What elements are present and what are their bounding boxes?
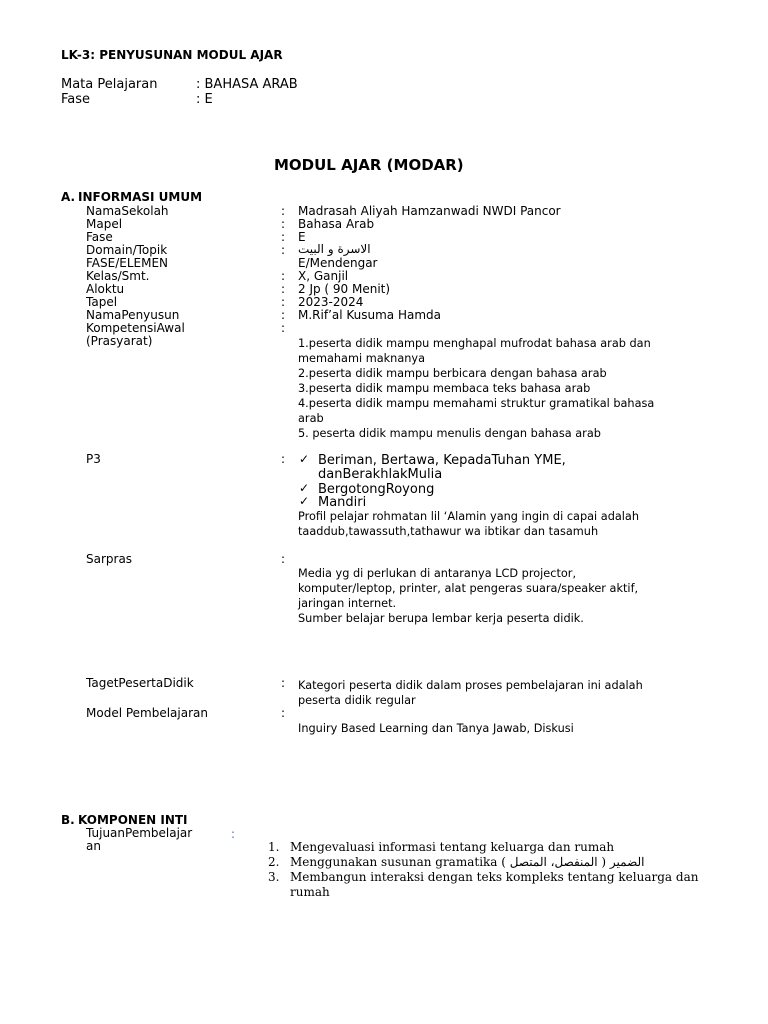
info-value-aloktu: 2 Jp ( 90 Menit) (298, 282, 391, 296)
sarpras-line: Sumber belajar berupa lembar kerja peserta didik. (298, 612, 584, 625)
tujuan-item: Membangun interaksi dengan teks kompleks tentang keluarga dan (290, 870, 699, 884)
info-value-tapel: 2023-2024 (298, 295, 364, 309)
prasyarat-line: 4.peserta didik mampu memahami struktur gramatikal bahasa (298, 397, 655, 410)
target-line: Kategori peserta didik dalam proses pembelajaran ini adalah (298, 679, 643, 692)
check-icon: ✓ (299, 494, 310, 508)
section-b-letter: B. (61, 813, 75, 827)
section-a-heading: INFORMASI UMUM (78, 190, 203, 204)
prasyarat-line: arab (298, 412, 324, 425)
prasyarat-line: 2.peserta didik mampu berbicara dengan bahasa arab (298, 367, 607, 380)
info-value-nama-penyusun: M.Rif’al Kusuma Hamda (298, 308, 442, 322)
info-label-domain: Domain/Topik (86, 243, 168, 257)
info-value-mapel: Bahasa Arab (298, 217, 375, 231)
info-colon: : (281, 217, 286, 231)
info-label-tapel: Tapel (86, 295, 118, 309)
tujuan-colon: : (231, 827, 236, 841)
sarpras-line: komputer/leptop, printer, alat pengeras suara/speaker aktif, (298, 582, 639, 595)
info-colon: : (281, 321, 286, 335)
tujuan-number: 1. (268, 840, 280, 854)
info-value-fase-elemen: E/Mendengar (298, 256, 378, 270)
lk-title: LK-3: PENYUSUNAN MODUL AJAR (61, 48, 283, 62)
p3-item-continuation: danBerakhlakMulia (318, 467, 443, 482)
info-colon: : (281, 204, 286, 218)
info-label-nama-sekolah: NamaSekolah (86, 204, 169, 218)
info-value-fase: E (298, 230, 306, 244)
prasyarat-line: memahami maknanya (298, 352, 426, 365)
info-label-aloktu: Aloktu (86, 282, 125, 296)
info-colon: : (281, 308, 286, 322)
section-a-letter: A. (61, 190, 76, 204)
profile-line: taaddub,tawassuth,tathawur wa ibtikar dan tasamuh (298, 525, 599, 538)
info-colon: : (281, 230, 286, 244)
tujuan-label: TujuanPembelajar (86, 826, 193, 840)
info-colon: : (281, 295, 286, 309)
mata-pelajaran-value: : BAHASA ARAB (196, 77, 298, 92)
info-value-nama-sekolah: Madrasah Aliyah Hamzanwadi NWDI Pancor (298, 204, 561, 218)
tujuan-label-cont: an (86, 839, 101, 853)
prasyarat-line: 3.peserta didik mampu membaca teks bahasa arab (298, 382, 591, 395)
info-colon: : (281, 676, 286, 690)
p3-item: Mandiri (318, 495, 367, 510)
profile-line: Profil pelajar rohmatan lil ‘Alamin yang ingin di capai adalah (298, 510, 640, 523)
info-label-kelas: Kelas/Smt. (86, 269, 150, 283)
info-colon: : (281, 552, 286, 566)
info-label-mapel: Mapel (86, 217, 123, 231)
target-line: peserta didik regular (298, 694, 416, 707)
prasyarat-line: 5. peserta didik mampu menulis dengan bahasa arab (298, 427, 601, 440)
tujuan-item: Menggunakan susunan gramatika ( المنفصل، المتصل ) الضمير (290, 855, 645, 869)
fase-value: : E (196, 92, 213, 107)
info-value-domain: الاسرة و البيت (298, 242, 371, 256)
fase-label: Fase (61, 92, 91, 107)
p3-item: BergotongRoyong (318, 482, 435, 497)
info-colon: : (281, 452, 286, 466)
section-b-heading: KOMPONEN INTI (78, 813, 188, 827)
target-label: TagetPesertaDidik (86, 676, 194, 690)
mata-pelajaran-label: Mata Pelajaran (61, 77, 158, 92)
sarpras-label: Sarpras (86, 552, 133, 566)
info-label-kompetensi-awal: KompetensiAwal (86, 321, 185, 335)
prasyarat-line: 1.peserta didik mampu menghapal mufrodat bahasa arab dan (298, 337, 651, 350)
info-colon: : (281, 269, 286, 283)
info-label-fase-elemen: FASE/ELEMEN (86, 256, 169, 270)
info-colon: : (281, 706, 286, 720)
model-value: Inguiry Based Learning dan Tanya Jawab, Diskusi (298, 722, 574, 735)
tujuan-item: Mengevaluasi informasi tentang keluarga dan rumah (290, 840, 615, 854)
model-label: Model Pembelajaran (86, 706, 208, 720)
p3-label: P3 (86, 452, 101, 466)
check-icon: ✓ (299, 481, 310, 495)
info-colon: : (281, 243, 286, 257)
info-value-kelas: X, Ganjil (298, 269, 349, 283)
tujuan-number: 2. (268, 855, 280, 869)
info-label-prasyarat: (Prasyarat) (86, 334, 153, 348)
tujuan-number: 3. (268, 870, 280, 884)
sarpras-line: jaringan internet. (298, 597, 397, 610)
p3-item: Beriman, Bertawa, KepadaTuhan YME, (318, 453, 566, 468)
info-label-fase: Fase (86, 230, 113, 244)
tujuan-item-continuation: rumah (290, 885, 330, 899)
sarpras-line: Media yg di perlukan di antaranya LCD projector, (298, 567, 577, 580)
info-colon: : (281, 282, 286, 296)
info-label-nama-penyusun: NamaPenyusun (86, 308, 180, 322)
document-title: MODUL AJAR (MODAR) (274, 156, 464, 174)
check-icon: ✓ (299, 452, 310, 466)
